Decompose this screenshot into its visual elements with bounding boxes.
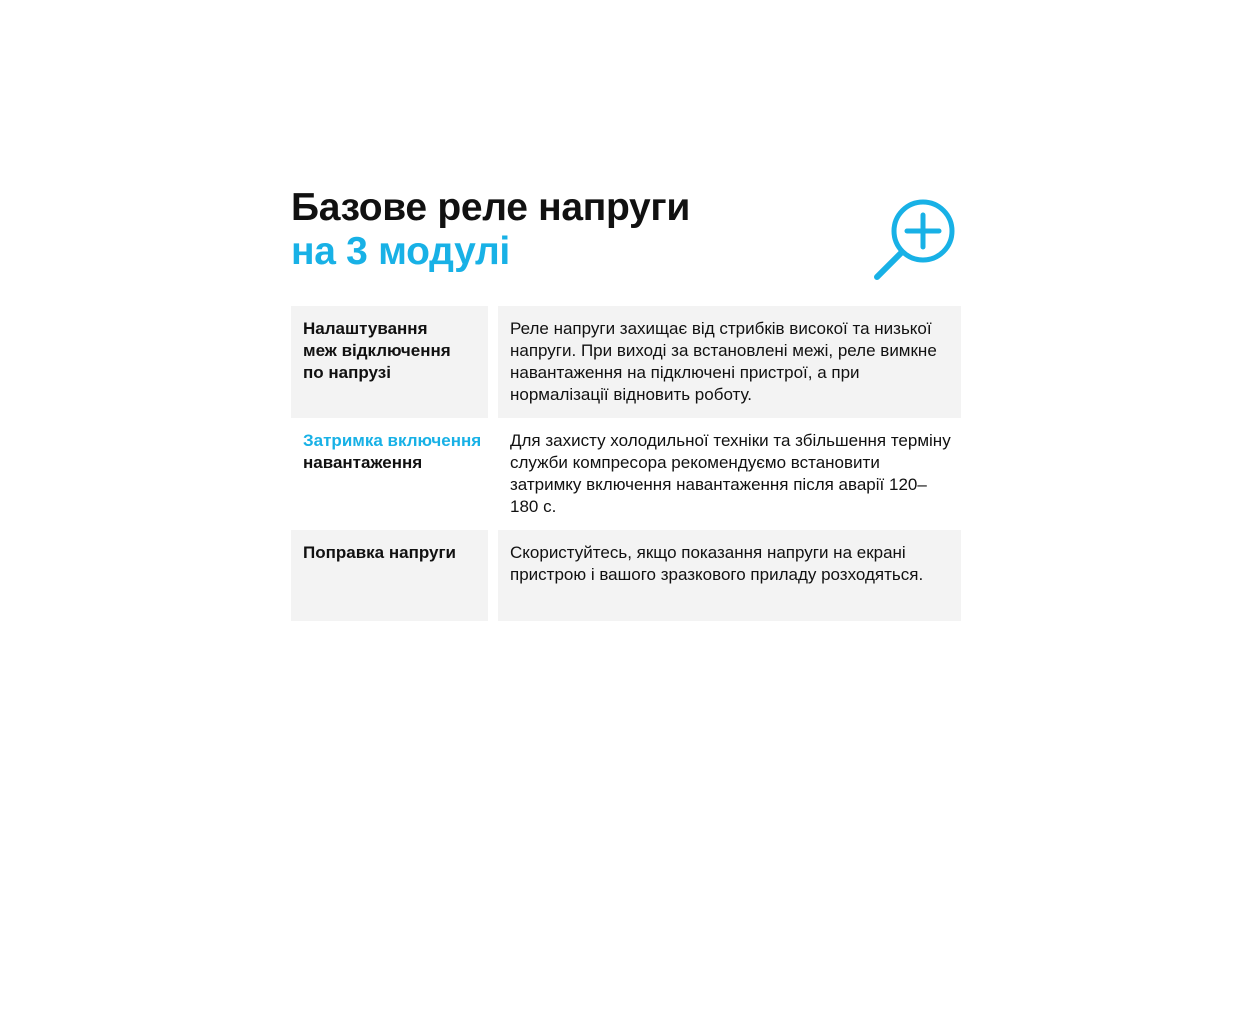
table-row [291,418,961,530]
row-description: Для захисту холодильної техніки та збільшення терміну служби компресора рекомендуємо встановити затримку включення навантаження після аварії 120–180 с. [510,431,951,516]
zoom-in-icon[interactable] [873,195,959,281]
label-line: по напрузі [303,363,391,382]
row-label [291,418,488,530]
table-row [291,306,961,418]
row-label: Поправка напруги [291,530,488,621]
feature-table [291,306,961,621]
row-description: Скористуйтесь, якщо показання напруги на екрані пристрою і вашого зразкового приладу розходяться. [498,530,961,621]
page-subtitle: на 3 модулі [291,230,510,273]
label-line: Налаштування [303,319,428,338]
row-label [291,306,488,418]
label-line: навантаження [303,453,423,472]
label-line: меж відключення [303,341,451,360]
feature-card [291,186,961,621]
label-accent: Затримка включення [303,431,482,450]
row-description: Реле напруги захищає від стрибків високої та низької напруги. При виході за встановлені межі, реле вимкне навантаження на підключені пристрої, а при нормалізації відновить роботу. [498,306,961,418]
header [291,186,961,306]
table-row [291,530,961,621]
page-title: Базове реле напруги [291,186,691,229]
